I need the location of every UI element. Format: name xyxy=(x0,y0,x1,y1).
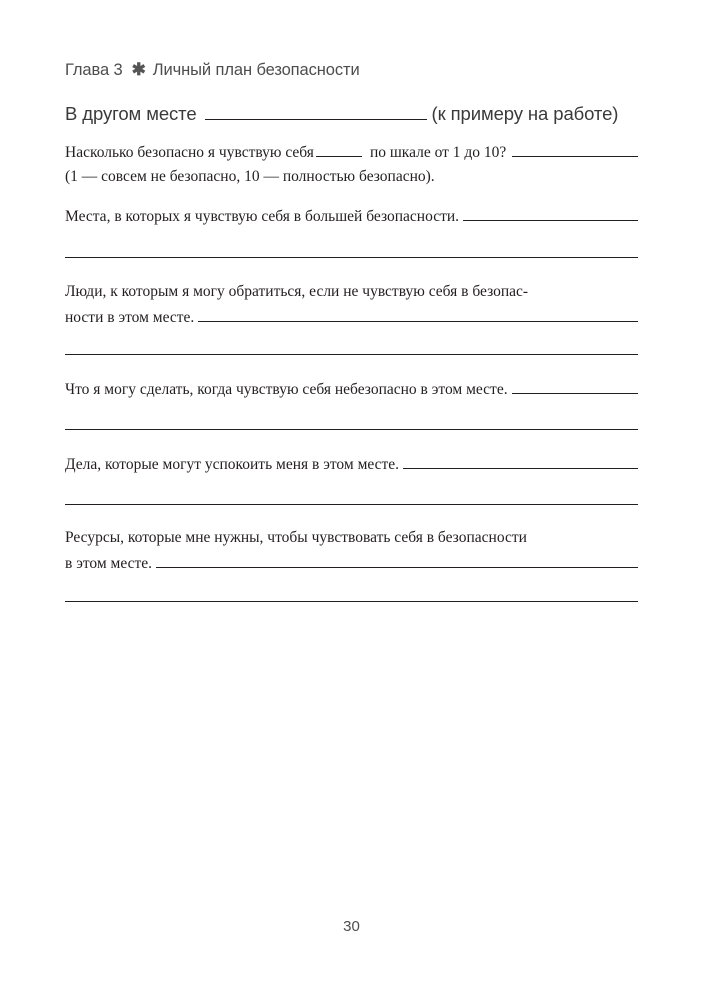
scale-text-2: по шкале от 1 до 10? xyxy=(369,144,507,161)
scale-rating-blank[interactable] xyxy=(512,143,638,157)
chapter-label: Глава 3 xyxy=(65,61,123,79)
answer-line[interactable] xyxy=(65,429,638,430)
calming-activities-text: Дела, которые могут успокоить меня в этом месте. xyxy=(65,456,400,473)
support-people-text-1: Люди, к которым я могу обратиться, если не чувствую себя в безопас- xyxy=(65,283,529,300)
asterisk-icon: ✱ xyxy=(131,60,146,79)
support-people-text-2: ности в этом месте. xyxy=(65,309,195,326)
answer-line[interactable] xyxy=(65,601,638,602)
place-prefix: В другом месте xyxy=(65,103,197,124)
support-people-blank[interactable] xyxy=(198,308,638,322)
answer-line[interactable] xyxy=(65,354,638,355)
resources-blank[interactable] xyxy=(156,554,638,568)
resources-text-2: в этом месте. xyxy=(65,555,153,572)
calming-activities-blank[interactable] xyxy=(403,455,638,469)
resources-text-1: Ресурсы, которые мне нужны, чтобы чувствовать себя в безопасности xyxy=(65,529,527,546)
running-header xyxy=(65,60,360,84)
safe-places-blank[interactable] xyxy=(463,207,638,221)
scale-text-1: Насколько безопасно я чувствую себя xyxy=(65,144,314,161)
answer-line[interactable] xyxy=(65,257,638,258)
unsafe-actions-text: Что я могу сделать, когда чувствую себя небезопасно в этом месте. xyxy=(65,381,508,398)
unsafe-actions-blank[interactable] xyxy=(512,380,638,394)
place-suffix: (к примеру на работе) xyxy=(431,103,619,124)
scale-feeling-blank[interactable] xyxy=(316,143,362,157)
place-line xyxy=(65,103,638,129)
place-blank[interactable] xyxy=(205,105,427,120)
chapter-title: Личный план безопасности xyxy=(152,61,360,79)
answer-line[interactable] xyxy=(65,504,638,505)
scale-note: (1 — совсем не безопасно, 10 — полностью безопасно). xyxy=(65,168,435,185)
safe-places-text: Места, в которых я чувствую себя в большей безопасности. xyxy=(65,208,460,225)
page-number: 30 xyxy=(343,918,360,935)
